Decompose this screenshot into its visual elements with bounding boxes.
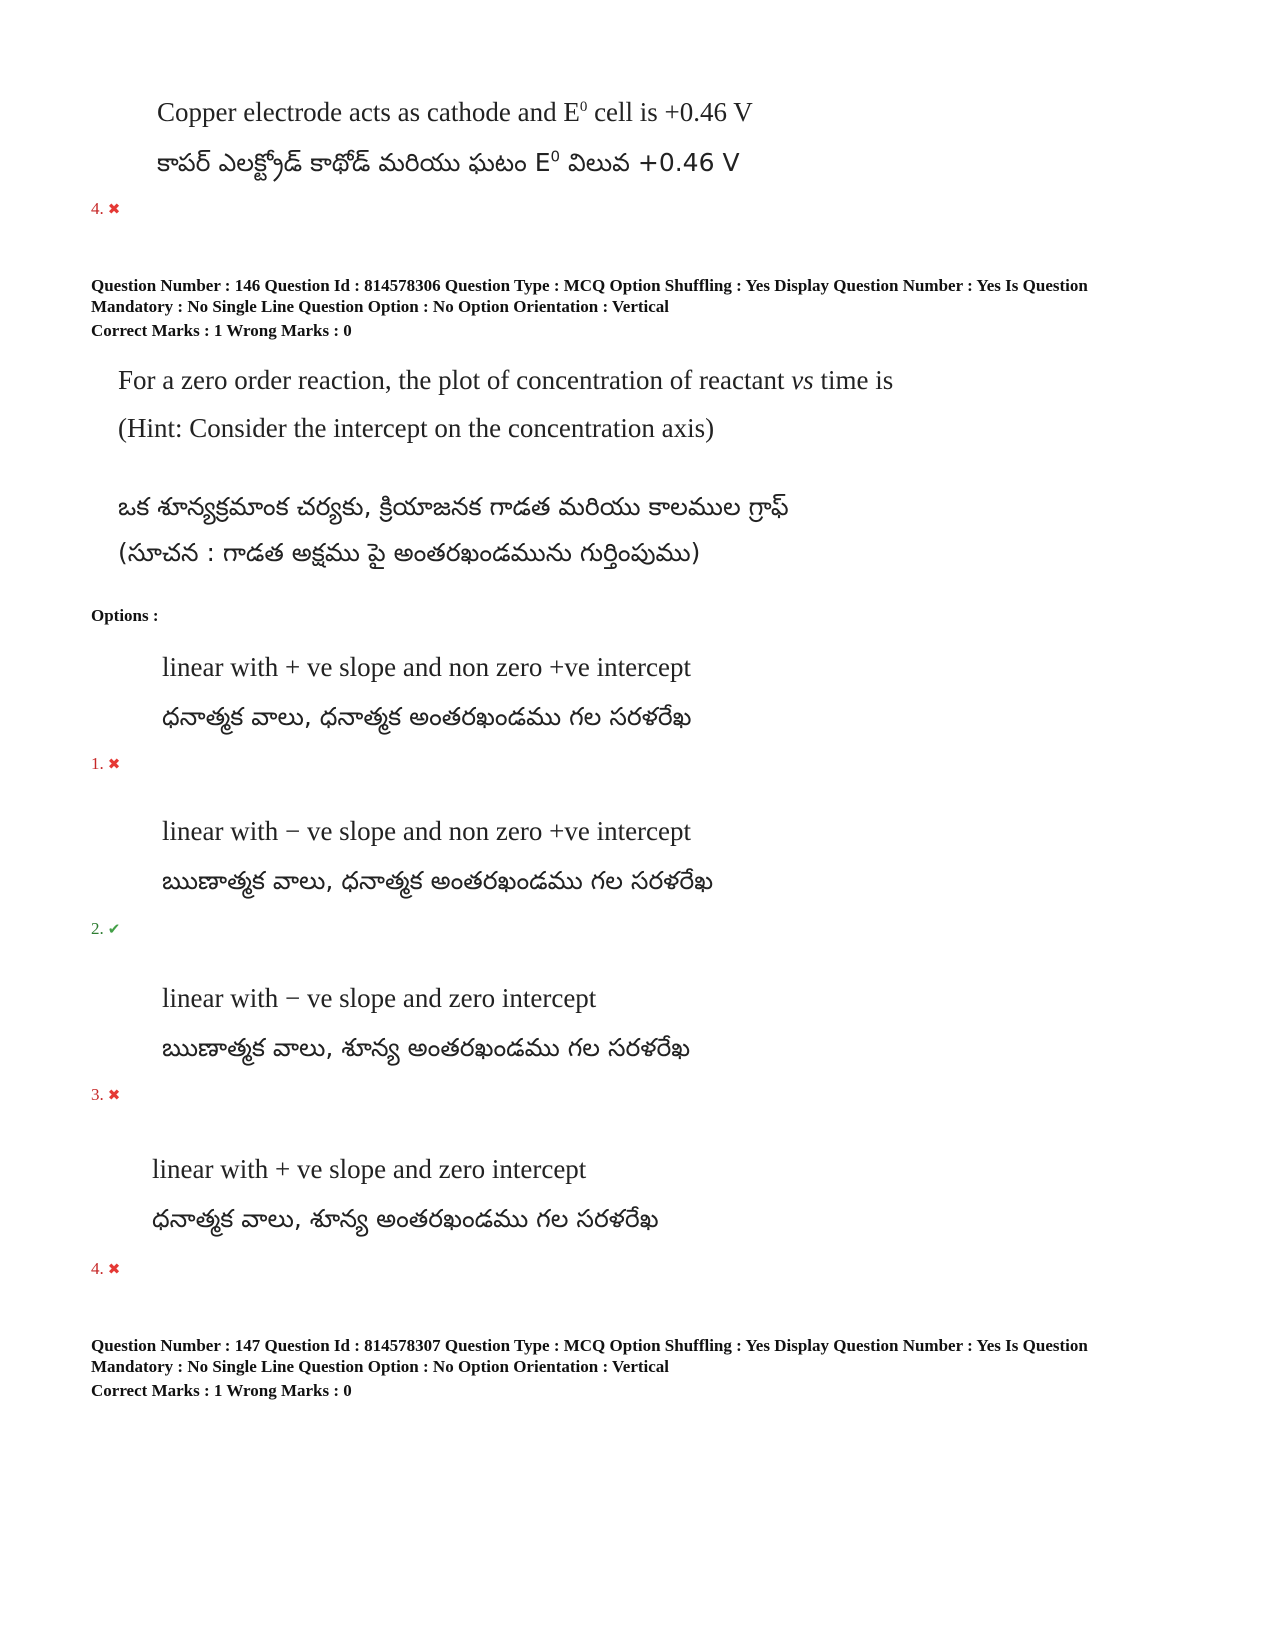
question-146-marks: Correct Marks : 1 Wrong Marks : 0 (91, 321, 352, 340)
option-3-english: linear with − ve slope and zero intercept (162, 983, 597, 1013)
correct-mark-icon: ✔ (107, 922, 121, 938)
option-1-telugu: ధనాత్మక వాలు, ధనాత్మక అంతరఖండము గల సరళరేఖ (162, 702, 692, 731)
question-147-marks: Correct Marks : 1 Wrong Marks : 0 (91, 1381, 352, 1400)
question-146-meta-line2: Mandatory : No Single Line Question Option : No Option Orientation : Vertical (91, 297, 670, 316)
question-147-meta (91, 1335, 1271, 1401)
wrong-mark-icon: ✖ (107, 202, 121, 218)
prev-option-4-telugu: కాపర్ ఎలక్ట్రోడ్ కాథోడ్ మరియు ఘటం $E^0$ విలువ +0.46 V (157, 147, 740, 177)
question-146-meta-line1: Question Number : 146 Question Id : 814578306 Question Type : MCQ Option Shuffling : Yes Display Question Number : Yes Is Question (91, 276, 1088, 295)
prev-option-4-english: Copper electrode acts as cathode and $E^0$ cell is +0.46 V (157, 97, 753, 127)
wrong-mark-icon: ✖ (107, 1088, 121, 1104)
option-2-telugu: ఋణాత్మక వాలు, ధనాత్మక అంతరఖండము గల సరళరేఖ (162, 866, 714, 895)
option-3-telugu: ఋణాత్మక వాలు, శూన్య అంతరఖండము గల సరళరేఖ (162, 1033, 691, 1062)
question-146-meta (91, 275, 1271, 341)
option-1-english: linear with + ve slope and non zero +ve intercept (162, 652, 692, 682)
question-146-stem-english-2: (Hint: Consider the intercept on the concentration axis) (118, 413, 715, 443)
options-label: Options : (91, 606, 159, 625)
option-2-number: 2. ✔ (91, 919, 121, 938)
option-4-telugu: ధనాత్మక వాలు, శూన్య అంతరఖండము గల సరళరేఖ (152, 1204, 659, 1233)
option-1-number: 1. ✖ (91, 754, 121, 773)
wrong-mark-icon: ✖ (107, 1262, 121, 1278)
question-146-stem-telugu-1: ఒక శూన్యక్రమాంక చర్యకు, క్రియాజనక గాడత మరియు కాలముల గ్రాఫ్ (118, 492, 789, 521)
option-2-english: linear with − ve slope and non zero +ve intercept (162, 816, 692, 846)
option-3-number: 3. ✖ (91, 1085, 121, 1104)
option-4-number: 4. ✖ (91, 1259, 121, 1278)
option-4-english: linear with + ve slope and zero intercept (152, 1154, 587, 1184)
question-147-meta-line1: Question Number : 147 Question Id : 814578307 Question Type : MCQ Option Shuffling : Yes Display Question Number : Yes Is Question (91, 1336, 1088, 1355)
question-146-stem-english-1: For a zero order reaction, the plot of concentration of reactant vs time is (118, 365, 894, 395)
wrong-mark-icon: ✖ (107, 757, 121, 773)
question-146-stem-telugu-2: (సూచన : గాడత అక్షము పై అంతరఖండమును గుర్తింపుము) (118, 538, 701, 567)
prev-option-4-number: 4. ✖ (91, 199, 121, 218)
question-147-meta-line2: Mandatory : No Single Line Question Option : No Option Orientation : Vertical (91, 1357, 670, 1376)
